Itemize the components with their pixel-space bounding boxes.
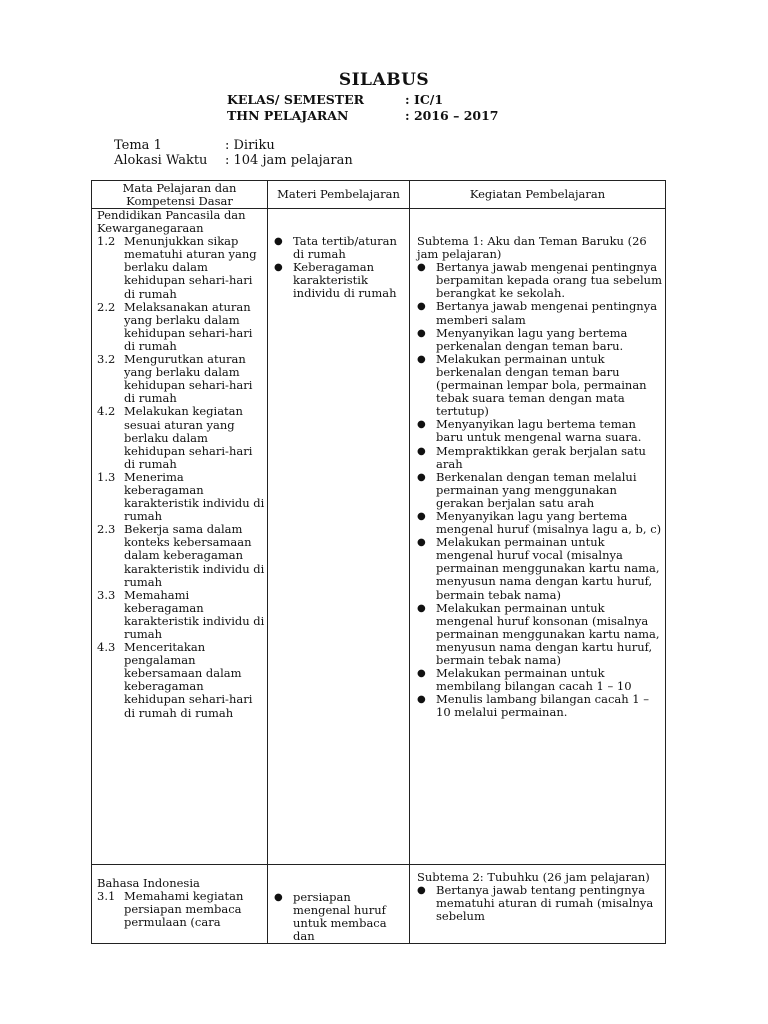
row-divider (92, 864, 665, 865)
bullet-icon: ● (417, 510, 426, 522)
bullet-icon: ● (417, 537, 426, 549)
class-semester-label: KELAS/ SEMESTER (227, 92, 364, 107)
competency-item: 1.3 Menerima keberagaman karakteristik individu di rumah (97, 469, 265, 524)
activity-item: ● Mempraktikkan gerak berjalan satu arah (417, 443, 646, 471)
row1-material-cell (274, 235, 404, 300)
competency-item: 1.2 Menunjukkan sikap mematuhi aturan yang berlaku dalam kehidupan sehari-hari di rumah (97, 234, 257, 301)
row2-material-cell (274, 891, 404, 943)
row2-subtheme-cell (417, 871, 662, 923)
column-divider (267, 181, 268, 943)
material-item: ● Keberagaman karakteristik individu di rumah (274, 260, 397, 301)
activity-item: ● Bertanya jawab mengenai pentingnya berpamitan kepada orang tua sebelum berangkat ke sekolah. (417, 260, 662, 301)
bullet-icon: ● (417, 445, 426, 457)
activity-item: ● Melakukan permainan untuk mengenal huruf konsonan (misalnya permainan menggunakan kartu nama, menyusun nama dengan kartu huruf, bermain tebak nama) (417, 600, 660, 667)
competency-item: 2.2 Melaksanakan aturan yang berlaku dalam kehidupan sehari-hari di rumah (97, 299, 253, 353)
competency-item: 4.3 Menceritakan pengalaman kebersamaan dalam keberagaman kehidupan sehari-hari di rumah di rumah (97, 640, 253, 720)
time-allocation-value: : 104 jam pelajaran (225, 153, 353, 168)
bullet-icon: ● (417, 419, 426, 431)
syllabus-table (91, 180, 666, 944)
theme-label: Tema 1 (114, 138, 162, 153)
row2-subject-cell (97, 877, 266, 929)
header-material: Materi Pembelajaran (277, 187, 400, 201)
activity-item: ● Berkenalan dengan teman melalui permainan yang menggunakan gerakan berjalan satu arah (417, 469, 637, 510)
activity-item: ● Menulis lambang bilangan cacah 1 – 10 melalui permainan. (417, 692, 650, 720)
document-title: SILABUS (338, 70, 430, 90)
column-divider (409, 181, 410, 943)
competency-item: 4.2 Melakukan kegiatan sesuai aturan yang berlaku dalam kehidupan sehari-hari di rumah (97, 404, 253, 471)
bullet-icon: ● (417, 353, 426, 365)
competency-item: 3.2 Mengurutkan aturan yang berlaku dalam kehidupan sehari-hari di rumah (97, 352, 253, 406)
activity-item: ● Bertanya jawab tentang pentingnya mematuhi aturan di rumah (misalnya sebelum (417, 883, 654, 924)
subject-name: Pendidikan Pancasila dan Kewarganegaraan (97, 208, 246, 236)
time-allocation-line (114, 153, 514, 169)
activity-item: ● Melakukan permainan untuk membilang bilangan cacah 1 – 10 (417, 666, 632, 694)
activity-item: ● Melakukan permainan untuk mengenal huruf vocal (misalnya permainan menggunakan kartu nama, menyusun nama dengan kartu huruf, bermain tebak nama) (417, 535, 660, 602)
bullet-icon: ● (417, 602, 426, 614)
bullet-icon: ● (417, 471, 426, 483)
competency-item: 3.3 Memahami keberagaman karakteristik individu di rumah (97, 587, 265, 641)
bullet-icon: ● (274, 892, 283, 903)
activity-item: ● Menyanyikan lagu bertema teman baru untuk mengenal warna suara. (417, 417, 642, 445)
bullet-icon: ● (417, 668, 426, 680)
bullet-icon: ● (417, 327, 426, 339)
activity-item: ● Menyanyikan lagu yang bertema mengenal huruf (misalnya lagu a, b, c) (417, 508, 662, 537)
activity-item: ● Melakukan permainan untuk berkenalan dengan teman baru (permainan lempar bola, permainan tebak suara teman dengan mata tertutup) (417, 351, 647, 419)
competency-item: 3.1 Memahami kegiatan persiapan membaca permulaan (cara (97, 889, 244, 930)
theme-line (114, 138, 514, 154)
bullet-icon: ● (417, 301, 426, 313)
row1-activities-cell (417, 235, 662, 719)
school-year-value: : 2016 – 2017 (405, 108, 499, 123)
competency-item: 2.3 Bekerja sama dalam konteks kebersamaan dalam keberagaman karakteristik individu di rumah (97, 522, 265, 589)
header-activities: Kegiatan Pembelajaran (469, 187, 606, 201)
class-semester-value: : IC/1 (405, 92, 444, 107)
activity-item: ● Menyanyikan lagu yang bertema perkenalan dengan teman baru. (417, 325, 628, 353)
class-semester-line (227, 92, 547, 108)
bullet-icon: ● (274, 262, 283, 274)
subject-name: Bahasa Indonesia (97, 876, 200, 890)
material-item: ● Tata tertib/aturan di rumah (274, 234, 397, 262)
school-year-label: THN PELAJARAN (227, 108, 349, 123)
row1-subject-cell (97, 209, 266, 720)
bullet-icon: ● (417, 694, 426, 706)
material-item: ● persiapan mengenal huruf untuk membaca dan (274, 890, 387, 944)
time-allocation-label: Alokasi Waktu (114, 153, 208, 168)
school-year-line (227, 108, 547, 124)
subtheme-title: Subtema 2: Tubuhku (26 jam pelajaran) (417, 870, 650, 884)
bullet-icon: ● (417, 885, 426, 897)
activity-item: ● Bertanya jawab mengenai pentingnya memberi salam (417, 299, 658, 327)
bullet-icon: ● (274, 236, 283, 247)
theme-value: : Diriku (225, 138, 275, 153)
bullet-icon: ● (417, 262, 426, 274)
header-subject-competency: Mata Pelajaran dan Kompetensi Dasar (122, 180, 237, 208)
subtheme-title: Subtema 1: Aku dan Teman Baruku (26 jam pelajaran) (417, 234, 647, 262)
